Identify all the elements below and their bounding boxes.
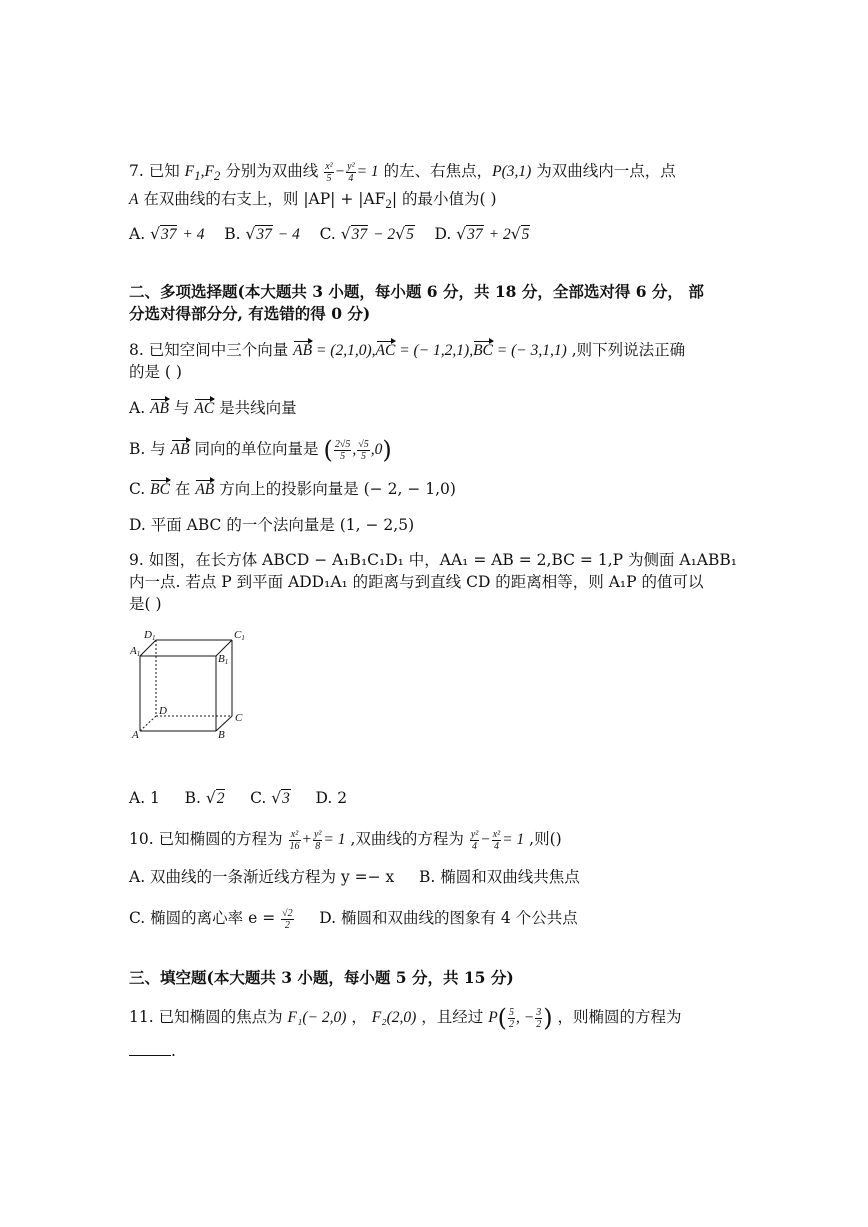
q8-option-a[interactable]: A. AB 与 AC 是共线向量 [129,397,297,420]
q9-option-c[interactable]: C. [250,789,272,807]
q10-line1: 10. 已知椭圆的方程为 $\frac{\text{x²}}{16}$ + $\frac{\text{y²}}{8}$ = 1 ,双曲线的方程为 $\frac{\text{y²}}{4}$ − $\frac{\text{x²}}{4}$ = 1 ,则() [129,828,562,852]
section-2-title: 二、多项选择题(本大题共 3 小题，每小题 6 分，共 18 分，全部选对得 6 分， 部 [129,282,704,301]
q9-option-d[interactable]: D. 2 [315,789,348,807]
option-d-text: + 2 [488,226,511,243]
option-b-text: − 4 [277,226,300,243]
q9-option-b[interactable]: B. [184,789,206,807]
q9-option-a[interactable]: A. 1 [129,789,160,807]
q7-text: 在双曲线的右支上，则 |AP| + |AF [143,190,386,208]
q7-options: A. √37 + 4 B. √37 − 4 C. √37 − 2√5 D. √37 + 2√5 [129,225,530,243]
q11-line2: . [129,1040,176,1062]
q10-option-c[interactable]: C. 椭圆的离心率 e = $\frac{√2}{2}$ [129,907,293,931]
q7-line1: 7. 已知 $F_1,F_2$ 分别为双曲线 $\frac{\text{x²}}{5}$ − $\frac{\text{y²}}{4}$ = 1 的左、右焦点，P(3,1) 为双曲线内一点，点 [129,160,676,184]
section-2-title-cont: 分选对得部分分, 有选错的得 0 分) [129,304,371,323]
q8-option-c[interactable]: C. BC 在 AB 方向上的投影向量是 (− 2, − 1,0) [129,478,456,501]
q9-line2: 内一点. 若点 P 到平面 ADD₁A₁ 的距离与到直线 CD 的距离相等，则 A₁P 的值可以 [129,573,704,591]
option-c[interactable]: C. [319,225,341,243]
q10-option-b[interactable]: B. 椭圆和双曲线共焦点 [418,868,580,886]
q9-options: A. 1 B. √2 C. √3 D. 2 [129,789,348,807]
q9-line3: 是( ) [129,595,162,613]
label-a: A [132,729,139,741]
answer-blank[interactable] [129,1055,171,1056]
label-a1: A1 [130,645,141,658]
q10-options-cd [129,907,578,931]
label-b1: B1 [218,653,229,666]
q8-option-b[interactable]: B. 与 AB 同向的单位向量是 ( $\frac{2√5}{5}$ , $\frac{√5}{5}$ ,0) [129,436,392,464]
q8-line2: 的是 ( ) [129,363,182,381]
option-a[interactable]: A. [129,225,151,243]
label-d1: D1 [144,629,156,642]
q10-option-d[interactable]: D. 椭圆和双曲线的图象有 4 个公共点 [319,909,578,927]
cuboid-figure [130,628,255,743]
q11-line1: 11. 已知椭圆的焦点为 F₁(− 2,0) ， F₂(2,0) ，且经过 P( $\frac{5}{2}$ , − $\frac{3}{2}$ ) ，则椭圆的方程为 [129,1004,682,1032]
label-c: C [235,712,243,724]
option-c-text: − 2 [373,226,396,243]
q7-text: 分别为双曲线 [220,162,324,180]
vec-ab-value: = (2,1,0), [312,342,376,359]
q8-text: 8. 已知空间中三个向量 [129,341,294,359]
vec-ac-value: = (− 1,2,1), [395,342,474,359]
option-d[interactable]: D. [434,225,457,243]
option-a-text: + 4 [182,226,205,243]
section-3-title: 三、填空题(本大题共 3 小题，每小题 5 分，共 15 分) [129,968,514,987]
q10-option-a[interactable]: A. 双曲线的一条渐近线方程为 y =− x [129,868,395,886]
q8-option-d[interactable]: D. 平面 ABC 的一个法向量是 (1, − 2,5) [129,516,415,534]
vec-bc-value: = (− 3,1,1) [492,342,567,359]
label-d: D [159,705,167,717]
q7-text: 为双曲线内一点，点 [531,162,676,180]
option-b[interactable]: B. [224,225,246,243]
label-b: B [218,729,225,741]
point-p: P(3,1) [492,163,532,180]
q7-line2: A 在双曲线的右支上，则 $|AP| + |AF_2|$ 的最小值为( ) [129,190,497,212]
q8-line1: 8. 已知空间中三个向量 AB = (2,1,0),AC = (− 1,2,1),BC = (− 3,1,1) ,则下列说法正确 [129,339,685,362]
q9-line1: 9. 如图，在长方体 ABCD − A₁B₁C₁D₁ 中，AA₁ = AB = 2,BC = 1,P 为侧面 A₁ABB₁ [129,551,737,569]
q10-options-ab [129,866,580,888]
q7-text: 的左、右焦点， [378,162,493,180]
q7-text: 7. 已知 [129,162,185,180]
label-c1: C1 [234,629,245,642]
q7-text: | 的最小值为( ) [391,190,497,208]
q8-text: ,则下列说法正确 [566,341,686,359]
